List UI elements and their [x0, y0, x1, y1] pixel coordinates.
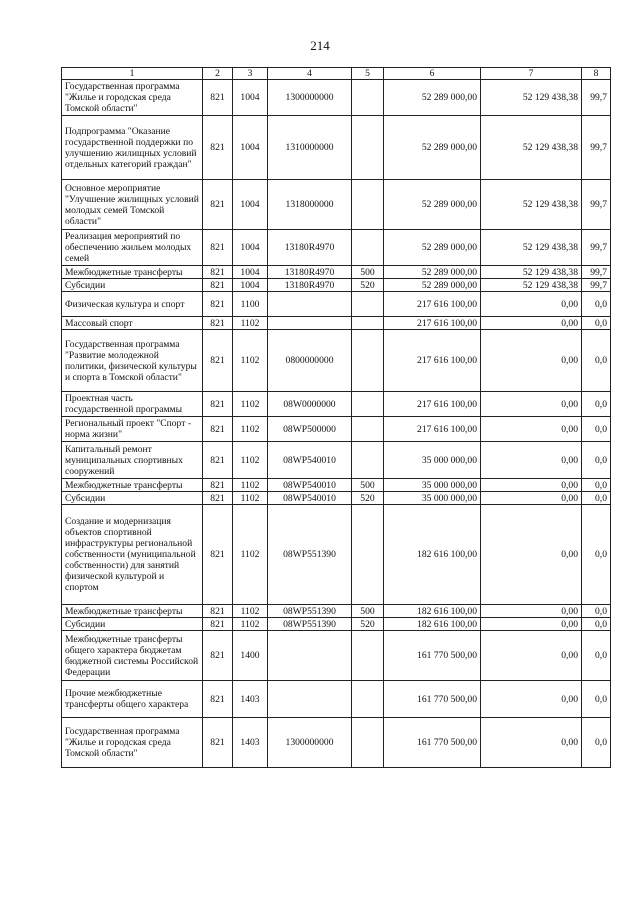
execution-percent-cell: 99,7 — [582, 180, 611, 230]
admin-code-cell: 821 — [203, 618, 233, 631]
expense-type-cell — [352, 505, 384, 605]
actual-amount-cell: 52 129 438,38 — [481, 279, 582, 292]
section-code-cell: 1102 — [233, 417, 268, 442]
section-code-cell: 1004 — [233, 230, 268, 266]
section-code-cell: 1403 — [233, 681, 268, 718]
expense-type-cell — [352, 116, 384, 180]
actual-amount-cell: 52 129 438,38 — [481, 116, 582, 180]
actual-amount-cell: 0,00 — [481, 417, 582, 442]
table-body — [62, 80, 611, 768]
target-article-cell: 13180R4970 — [268, 279, 352, 292]
item-name-cell: Субсидии — [62, 279, 203, 292]
table-row — [62, 718, 611, 768]
section-code-cell: 1102 — [233, 330, 268, 392]
admin-code-cell: 821 — [203, 505, 233, 605]
plan-amount-cell: 52 289 000,00 — [384, 266, 481, 279]
section-code-cell: 1004 — [233, 80, 268, 116]
actual-amount-cell: 0,00 — [481, 392, 582, 417]
actual-amount-cell: 52 129 438,38 — [481, 180, 582, 230]
plan-amount-cell: 52 289 000,00 — [384, 80, 481, 116]
header-cell: 5 — [352, 68, 384, 80]
section-code-cell: 1102 — [233, 605, 268, 618]
plan-amount-cell: 182 616 100,00 — [384, 505, 481, 605]
execution-percent-cell: 99,7 — [582, 230, 611, 266]
item-name-cell: Массовый спорт — [62, 317, 203, 330]
section-code-cell: 1004 — [233, 116, 268, 180]
target-article-cell: 08WP500000 — [268, 417, 352, 442]
actual-amount-cell: 0,00 — [481, 505, 582, 605]
target-article-cell: 1300000000 — [268, 718, 352, 768]
execution-percent-cell: 0,0 — [582, 681, 611, 718]
plan-amount-cell: 35 000 000,00 — [384, 479, 481, 492]
item-name-cell: Государственная программа "Жилье и городская среда Томской области" — [62, 718, 203, 768]
actual-amount-cell: 0,00 — [481, 292, 582, 317]
actual-amount-cell: 0,00 — [481, 681, 582, 718]
target-article-cell: 08WP551390 — [268, 505, 352, 605]
execution-percent-cell: 0,0 — [582, 417, 611, 442]
target-article-cell — [268, 681, 352, 718]
table-row — [62, 180, 611, 230]
table-row — [62, 618, 611, 631]
table-row — [62, 605, 611, 618]
expense-type-cell: 520 — [352, 618, 384, 631]
table-row — [62, 681, 611, 718]
header-cell: 8 — [582, 68, 611, 80]
expense-type-cell — [352, 317, 384, 330]
section-code-cell: 1102 — [233, 479, 268, 492]
plan-amount-cell: 52 289 000,00 — [384, 180, 481, 230]
table-row — [62, 492, 611, 505]
target-article-cell: 0800000000 — [268, 330, 352, 392]
execution-percent-cell: 0,0 — [582, 442, 611, 479]
table-row — [62, 279, 611, 292]
item-name-cell: Прочие межбюджетные трансферты общего характера — [62, 681, 203, 718]
table-row — [62, 442, 611, 479]
target-article-cell: 08WP551390 — [268, 618, 352, 631]
section-code-cell: 1102 — [233, 618, 268, 631]
section-code-cell: 1004 — [233, 180, 268, 230]
table-row — [62, 417, 611, 442]
admin-code-cell: 821 — [203, 317, 233, 330]
plan-amount-cell: 161 770 500,00 — [384, 681, 481, 718]
item-name-cell: Межбюджетные трансферты общего характера бюджетам бюджетной системы Российской Федерации — [62, 631, 203, 681]
expense-type-cell — [352, 442, 384, 479]
item-name-cell: Основное мероприятие "Улучшение жилищных условий молодых семей Томской области" — [62, 180, 203, 230]
expense-type-cell: 500 — [352, 266, 384, 279]
section-code-cell: 1004 — [233, 266, 268, 279]
actual-amount-cell: 52 129 438,38 — [481, 230, 582, 266]
table-row — [62, 80, 611, 116]
budget-table — [61, 67, 611, 768]
section-code-cell: 1102 — [233, 317, 268, 330]
admin-code-cell: 821 — [203, 279, 233, 292]
plan-amount-cell: 217 616 100,00 — [384, 330, 481, 392]
expense-type-cell — [352, 330, 384, 392]
target-article-cell — [268, 631, 352, 681]
item-name-cell: Межбюджетные трансферты — [62, 266, 203, 279]
admin-code-cell: 821 — [203, 80, 233, 116]
admin-code-cell: 821 — [203, 180, 233, 230]
item-name-cell: Физическая культура и спорт — [62, 292, 203, 317]
header-row — [62, 68, 611, 80]
expense-type-cell — [352, 681, 384, 718]
plan-amount-cell: 182 616 100,00 — [384, 618, 481, 631]
admin-code-cell: 821 — [203, 330, 233, 392]
execution-percent-cell: 0,0 — [582, 292, 611, 317]
plan-amount-cell: 35 000 000,00 — [384, 492, 481, 505]
admin-code-cell: 821 — [203, 417, 233, 442]
target-article-cell: 1318000000 — [268, 180, 352, 230]
execution-percent-cell: 0,0 — [582, 618, 611, 631]
actual-amount-cell: 0,00 — [481, 330, 582, 392]
expense-type-cell — [352, 631, 384, 681]
execution-percent-cell: 0,0 — [582, 605, 611, 618]
section-code-cell: 1400 — [233, 631, 268, 681]
plan-amount-cell: 35 000 000,00 — [384, 442, 481, 479]
actual-amount-cell: 0,00 — [481, 492, 582, 505]
table-row — [62, 292, 611, 317]
item-name-cell: Субсидии — [62, 618, 203, 631]
execution-percent-cell: 0,0 — [582, 479, 611, 492]
plan-amount-cell: 217 616 100,00 — [384, 417, 481, 442]
item-name-cell: Межбюджетные трансферты — [62, 479, 203, 492]
table-row — [62, 505, 611, 605]
section-code-cell: 1403 — [233, 718, 268, 768]
execution-percent-cell: 0,0 — [582, 492, 611, 505]
actual-amount-cell: 0,00 — [481, 618, 582, 631]
page-number: 214 — [310, 38, 330, 53]
plan-amount-cell: 217 616 100,00 — [384, 317, 481, 330]
admin-code-cell: 821 — [203, 605, 233, 618]
table-row — [62, 266, 611, 279]
header-cell: 7 — [481, 68, 582, 80]
target-article-cell — [268, 317, 352, 330]
admin-code-cell: 821 — [203, 479, 233, 492]
item-name-cell: Капитальный ремонт муниципальных спортивных сооружений — [62, 442, 203, 479]
admin-code-cell: 821 — [203, 442, 233, 479]
table-row — [62, 230, 611, 266]
table-row — [62, 479, 611, 492]
plan-amount-cell: 217 616 100,00 — [384, 392, 481, 417]
header-cell: 2 — [203, 68, 233, 80]
item-name-cell: Региональный проект "Спорт - норма жизни" — [62, 417, 203, 442]
execution-percent-cell: 99,7 — [582, 116, 611, 180]
admin-code-cell: 821 — [203, 292, 233, 317]
execution-percent-cell: 99,7 — [582, 80, 611, 116]
expense-type-cell — [352, 292, 384, 317]
expense-type-cell — [352, 180, 384, 230]
item-name-cell: Государственная программа "Жилье и городская среда Томской области" — [62, 80, 203, 116]
admin-code-cell: 821 — [203, 492, 233, 505]
actual-amount-cell: 0,00 — [481, 718, 582, 768]
target-article-cell: 13180R4970 — [268, 266, 352, 279]
execution-percent-cell: 0,0 — [582, 505, 611, 605]
expense-type-cell: 500 — [352, 605, 384, 618]
plan-amount-cell: 52 289 000,00 — [384, 116, 481, 180]
expense-type-cell: 500 — [352, 479, 384, 492]
target-article-cell: 08W0000000 — [268, 392, 352, 417]
expense-type-cell — [352, 718, 384, 768]
execution-percent-cell: 0,0 — [582, 631, 611, 681]
header-cell: 3 — [233, 68, 268, 80]
expense-type-cell — [352, 392, 384, 417]
target-article-cell: 08WP540010 — [268, 442, 352, 479]
section-code-cell: 1102 — [233, 505, 268, 605]
item-name-cell: Субсидии — [62, 492, 203, 505]
header-cell: 1 — [62, 68, 203, 80]
section-code-cell: 1100 — [233, 292, 268, 317]
execution-percent-cell: 99,7 — [582, 266, 611, 279]
header-cell: 4 — [268, 68, 352, 80]
table-row — [62, 330, 611, 392]
admin-code-cell: 821 — [203, 681, 233, 718]
plan-amount-cell: 182 616 100,00 — [384, 605, 481, 618]
item-name-cell: Подпрограмма "Оказание государственной поддержки по улучшению жилищных условий отдельных категорий граждан" — [62, 116, 203, 180]
target-article-cell: 1310000000 — [268, 116, 352, 180]
actual-amount-cell: 0,00 — [481, 317, 582, 330]
target-article-cell: 08WP540010 — [268, 479, 352, 492]
target-article-cell: 13180R4970 — [268, 230, 352, 266]
expense-type-cell — [352, 80, 384, 116]
expense-type-cell — [352, 230, 384, 266]
admin-code-cell: 821 — [203, 631, 233, 681]
table-row — [62, 392, 611, 417]
target-article-cell: 1300000000 — [268, 80, 352, 116]
target-article-cell: 08WP540010 — [268, 492, 352, 505]
execution-percent-cell: 0,0 — [582, 718, 611, 768]
section-code-cell: 1004 — [233, 279, 268, 292]
item-name-cell: Проектная часть государственной программы — [62, 392, 203, 417]
table-row — [62, 116, 611, 180]
actual-amount-cell: 52 129 438,38 — [481, 80, 582, 116]
admin-code-cell: 821 — [203, 230, 233, 266]
item-name-cell: Реализация мероприятий по обеспечению жильем молодых семей — [62, 230, 203, 266]
plan-amount-cell: 52 289 000,00 — [384, 230, 481, 266]
actual-amount-cell: 0,00 — [481, 442, 582, 479]
expense-type-cell — [352, 417, 384, 442]
section-code-cell: 1102 — [233, 442, 268, 479]
section-code-cell: 1102 — [233, 492, 268, 505]
item-name-cell: Межбюджетные трансферты — [62, 605, 203, 618]
item-name-cell: Создание и модернизация объектов спортивной инфраструктуры региональной собственности (муниципальной собственности) для занятий физической культурой и спортом — [62, 505, 203, 605]
plan-amount-cell: 161 770 500,00 — [384, 631, 481, 681]
actual-amount-cell: 0,00 — [481, 479, 582, 492]
section-code-cell: 1102 — [233, 392, 268, 417]
execution-percent-cell: 0,0 — [582, 392, 611, 417]
table-row — [62, 317, 611, 330]
header-cell: 6 — [384, 68, 481, 80]
admin-code-cell: 821 — [203, 718, 233, 768]
expense-type-cell: 520 — [352, 492, 384, 505]
actual-amount-cell: 0,00 — [481, 605, 582, 618]
actual-amount-cell: 52 129 438,38 — [481, 266, 582, 279]
admin-code-cell: 821 — [203, 266, 233, 279]
plan-amount-cell: 217 616 100,00 — [384, 292, 481, 317]
table-row — [62, 631, 611, 681]
execution-percent-cell: 0,0 — [582, 330, 611, 392]
admin-code-cell: 821 — [203, 392, 233, 417]
expense-type-cell: 520 — [352, 279, 384, 292]
target-article-cell — [268, 292, 352, 317]
item-name-cell: Государственная программа "Развитие молодежной политики, физической культуры и спорта в Томской области" — [62, 330, 203, 392]
actual-amount-cell: 0,00 — [481, 631, 582, 681]
plan-amount-cell: 161 770 500,00 — [384, 718, 481, 768]
plan-amount-cell: 52 289 000,00 — [384, 279, 481, 292]
admin-code-cell: 821 — [203, 116, 233, 180]
execution-percent-cell: 99,7 — [582, 279, 611, 292]
target-article-cell: 08WP551390 — [268, 605, 352, 618]
execution-percent-cell: 0,0 — [582, 317, 611, 330]
